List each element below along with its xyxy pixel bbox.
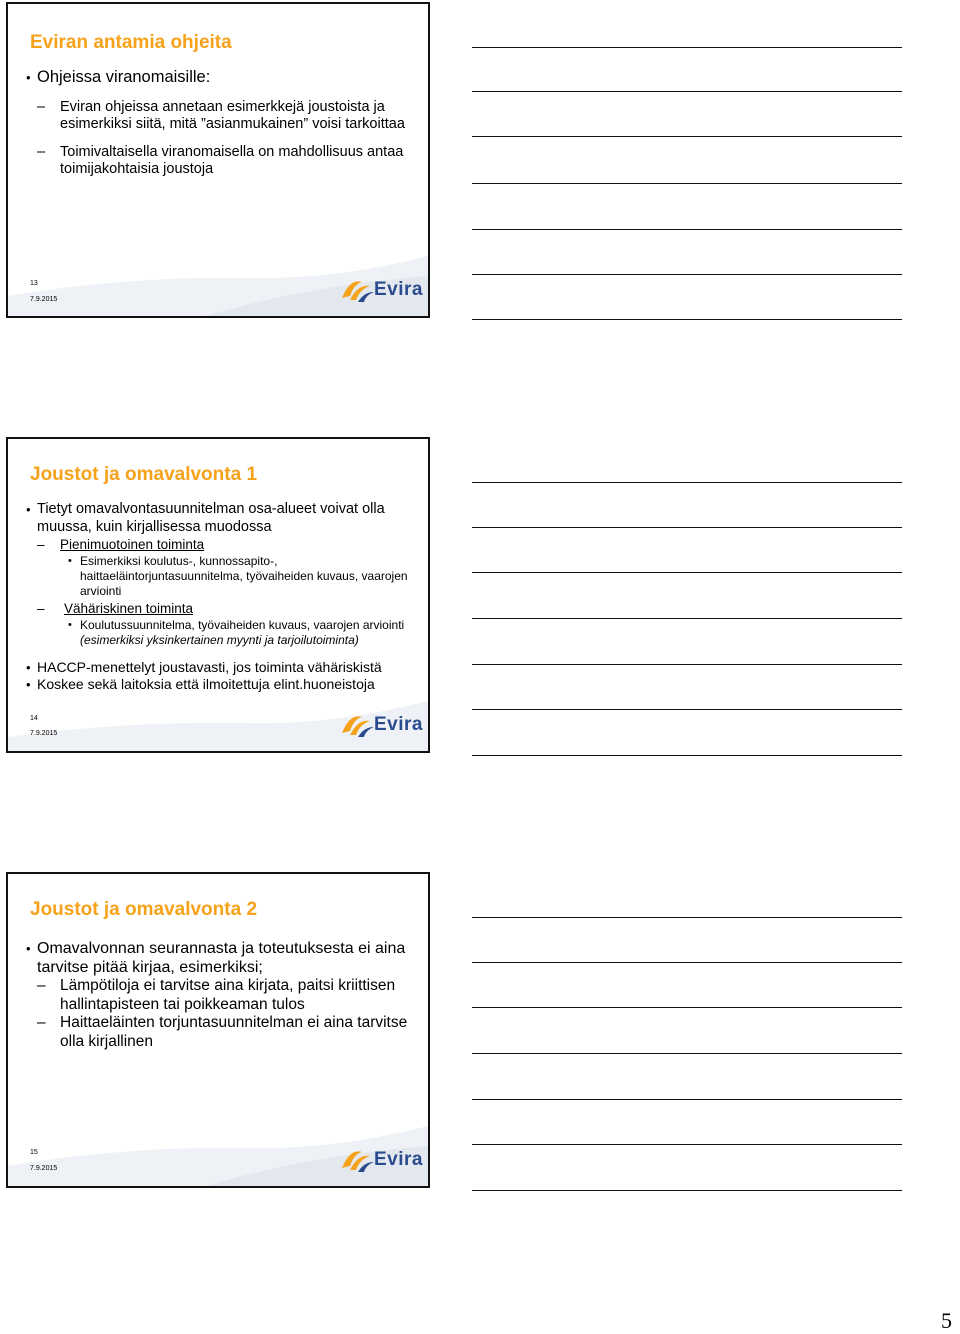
logo-text: Evira <box>374 279 423 300</box>
slide-body <box>24 68 420 177</box>
note-line <box>472 527 902 528</box>
slide-title: Eviran antamia ohjeita <box>30 32 232 53</box>
note-line <box>472 1053 902 1054</box>
bullet-level1: • Koskee sekä laitoksia että ilmoitettuja elint.huoneistoja <box>24 676 420 693</box>
bullet-level2: – Lämpötiloja ei tarvitse aina kirjata, paitsi kriittisen hallintapisteen tai poikkeaman tulos <box>24 977 420 1014</box>
bullet-level2: – Pienimuotoinen toiminta <box>24 537 420 552</box>
note-line <box>472 917 902 918</box>
bullet-level1: • Omavalvonnan seurannasta ja toteutuksesta ei aina tarvitse pitää kirjaa, esimerkiksi; <box>24 940 420 977</box>
note-line <box>472 229 902 230</box>
bullet-level3: • Esimerkiksi koulutus-, kunnossapito-, haittaeläintorjuntasuunnitelma, työvaiheiden kuvaus, vaarojen arviointi <box>24 554 420 599</box>
note-line <box>472 183 902 184</box>
slide-number: 15 <box>30 1149 38 1156</box>
slide-14 <box>6 437 430 753</box>
note-line <box>472 319 902 320</box>
note-line <box>472 136 902 137</box>
evira-logo <box>340 711 422 739</box>
bullet-level2: – Eviran ohjeissa annetaan esimerkkejä joustoista ja esimerkiksi siitä, mitä ”asianmukainen” voisi tarkoittaa <box>24 99 420 132</box>
bullet-text-italic: (esimerkiksi yksinkertainen myynti ja tarjoilutoiminta) <box>80 633 359 647</box>
note-line <box>472 47 902 48</box>
bullet-level3 <box>24 618 420 648</box>
slide-body <box>24 940 420 1051</box>
note-line <box>472 91 902 92</box>
bullet-level1: • HACCP-menettelyt joustavasti, jos toiminta vähäriskistä <box>24 659 420 676</box>
evira-bird-icon <box>340 711 376 739</box>
slide-title: Joustot ja omavalvonta 1 <box>30 464 258 485</box>
bullet-level1: • Ohjeissa viranomaisille: <box>24 68 420 87</box>
note-line <box>472 1190 902 1191</box>
note-line <box>472 1099 902 1100</box>
page-number: 5 <box>941 1308 952 1333</box>
evira-logo <box>340 1146 422 1174</box>
slide-number: 13 <box>30 280 38 287</box>
evira-bird-icon <box>340 1146 376 1174</box>
logo-text: Evira <box>374 1149 423 1170</box>
note-line <box>472 962 902 963</box>
slide-body <box>24 501 420 693</box>
bullet-text: Koulutussuunnitelma, työvaiheiden kuvaus, vaarojen arviointi <box>80 618 405 632</box>
evira-bird-icon <box>340 276 376 304</box>
note-line <box>472 482 902 483</box>
slide-date: 7.9.2015 <box>30 296 58 303</box>
note-line <box>472 1007 902 1008</box>
note-line <box>472 572 902 573</box>
slide-number: 14 <box>30 715 38 722</box>
note-line <box>472 618 902 619</box>
slide-date: 7.9.2015 <box>30 1165 58 1172</box>
bullet-level2: – Vähäriskinen toiminta <box>24 601 420 616</box>
note-line <box>472 755 902 756</box>
slide-13 <box>6 2 430 318</box>
evira-logo <box>340 276 422 304</box>
slide-date: 7.9.2015 <box>30 730 58 737</box>
logo-text: Evira <box>374 714 423 735</box>
slide-15 <box>6 872 430 1188</box>
note-line <box>472 1144 902 1145</box>
note-line <box>472 274 902 275</box>
bullet-level1: • Tietyt omavalvontasuunnitelman osa-alueet voivat olla muussa, kuin kirjallisessa muodossa <box>24 501 420 536</box>
slide-title: Joustot ja omavalvonta 2 <box>30 899 258 920</box>
note-line <box>472 664 902 665</box>
note-line <box>472 709 902 710</box>
bullet-level2: – Toimivaltaisella viranomaisella on mahdollisuus antaa toimijakohtaisia joustoja <box>24 144 420 177</box>
bullet-level2: – Haittaeläinten torjuntasuunnitelman ei aina tarvitse olla kirjallinen <box>24 1014 420 1051</box>
